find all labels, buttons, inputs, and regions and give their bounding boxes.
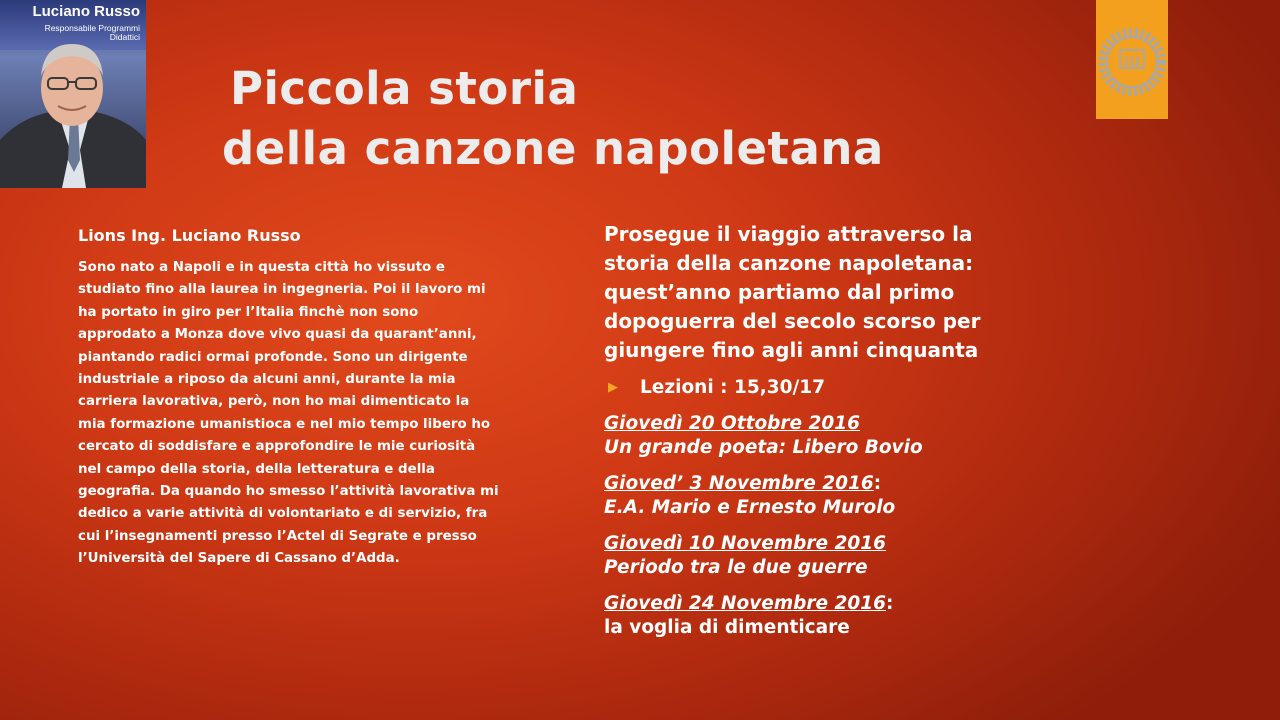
portrait-image [0,0,146,188]
bio-line: dedico a varie attività di volontariato e di servizio, fra [78,506,488,522]
bio-line: carriera lavorativa, però, non ho mai dimenticato la [78,394,470,410]
lesson-subject: Periodo tra le due guerre [604,557,868,578]
lesson-date: Giovedì 20 Ottobre 2016 [604,413,861,434]
lesson-date-suffix: : [885,593,894,614]
actel-seal-icon [1096,0,1168,119]
bio-line: cui l’insegnamenti presso l’Actel di Segrate e presso [78,528,477,544]
bio-line: approdato a Monza dove vivo quasi da quarant’anni, [78,327,477,343]
lesson-date: Giovedì 24 Novembre 2016 [604,593,886,614]
bio-line: Sono nato a Napoli e in questa città ho vissuto e [78,260,445,275]
photo-name: Luciano Russo [32,3,140,20]
svg-text:III: III [1123,55,1141,70]
author-name: Lions Ing. Luciano Russo [78,226,301,245]
lesson-subject: la voglia di dimenticare [604,617,850,638]
lesson-date: Gioved’ 3 Novembre 2016 [604,473,874,494]
bio-section [78,226,568,571]
lesson-item [604,472,1264,520]
bio-line: geografia. Da quando ho smesso l’attività lavorativa mi [78,484,499,500]
title-line-1: Piccola storia [230,62,579,115]
lesson-item [604,412,1264,460]
bio-line: industriale a riposo da alcuni anni, durante la mia [78,372,456,388]
course-section [604,220,1264,652]
bio-line: ha portato in giro per l’Italia finchè non sono [78,304,419,320]
arrow-bullet-icon: ▶ [608,380,618,395]
title-line-2: della canzone napoletana [222,122,884,175]
lesson-time-text: Lezioni : 15,30/17 [640,377,825,398]
lesson-item [604,592,1264,640]
bio-line: studiato fino alla laurea in ingegneria. Poi il lavoro mi [78,282,486,298]
lesson-date: Giovedì 10 Novembre 2016 [604,533,886,554]
bio-line: mia formazione umanistioca e nel mio tempo libero ho [78,416,491,432]
lesson-date-suffix: : [873,473,882,494]
lesson-subject: Un grande poeta: Libero Bovio [604,437,923,458]
bio-line: cercato di soddisfare e approfondire le mie curiosità [78,439,476,455]
course-intro: Prosegue il viaggio attraverso la storia della canzone napoletana: quest’anno partiamo dal primo dopoguerra del secolo scorso per giungere fino agli anni cinquanta [604,222,981,362]
photo-role: Responsabile Programmi Didattici [44,23,140,42]
actel-logo [1096,0,1168,119]
lesson-time [604,377,1264,398]
speaker-photo [0,0,146,188]
lesson-subject: E.A. Mario e Ernesto Murolo [604,497,896,518]
bio-line: piantando radici ormai profonde. Sono un dirigente [78,349,468,365]
bio-line: l’Università del Sapere di Cassano d’Adda. [78,551,400,567]
lesson-item [604,532,1264,580]
bio-line: nel campo della storia, della letteratura e della [78,461,435,477]
bio-text [78,257,568,571]
